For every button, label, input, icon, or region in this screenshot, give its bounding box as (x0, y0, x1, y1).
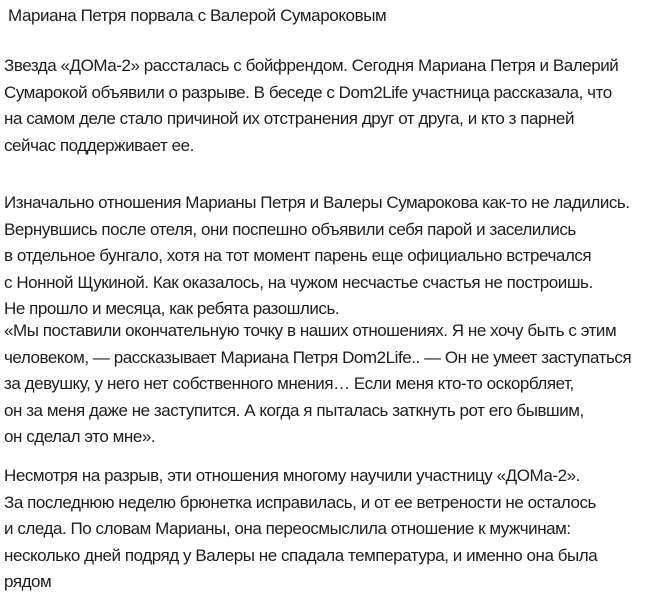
text-line: Сумарокой объявили о разрыве. В беседе с Dom2Life участница рассказала, что (4, 82, 612, 102)
text-line: и следа. По словам Марианы, она переосмыслила отношение к мужчинам: (4, 519, 571, 538)
text-line: он за меня даже не заступится. А когда я пыталась заткнуть рот его бывшим, (4, 400, 584, 420)
text-line: «Мы поставили окончательную точку в наших отношениях. Я не хочу быть с этим (4, 321, 617, 340)
text-line: человеком, — рассказывает Мариана Петря Dom2Life.. — Он не умеет заступаться (4, 347, 632, 367)
text-line: Звезда «ДОМа-2» рассталась с бойфрендом. Сегодня Мариана Петря и Валерий (4, 56, 619, 75)
text-line: на самом деле стало причиной их отстранения друг от друга, и кто з парней (4, 109, 574, 128)
text-line: в отдельное бунгало, хотя на тот момент парень еще официально встречался (4, 246, 592, 265)
text-line: несколько дней подряд у Валеры не спадала температура, и именно она была (4, 545, 598, 565)
text-line: с Нонной Щукиной. Как оказалось, на чужом несчастье счастья не построишь. (4, 272, 593, 292)
paragraph-conclusion (4, 463, 597, 596)
text-line: он сделал это мне». (4, 427, 156, 446)
article-title: Мариана Петря порвала с Валерой Сумароковым (8, 6, 387, 25)
text-line: За последнюю неделю брюнетка исправилась, и от ее ветрености не осталось (4, 492, 596, 512)
text-line: Не прошло и месяца, как ребята разошлись. (4, 299, 340, 318)
text-line: Вернувшись после отеля, они поспешно объявили себя парой и заселились (4, 219, 576, 239)
text-line: Изначально отношения Марианы Петря и Валеры Сумарокова как-то не ладились. (4, 193, 630, 212)
text-line: рядом (4, 572, 52, 591)
paragraph-intro (4, 53, 618, 159)
paragraph-quote (4, 318, 631, 451)
text-line: сейчас поддерживает ее. (4, 135, 194, 155)
paragraph-background (4, 190, 630, 323)
text-line: Несмотря на разрыв, эти отношения многому научили участницу «ДОМа-2». (4, 466, 580, 485)
text-line: за девушку, у него нет собственного мнения… Если меня кто-то оскорбляет, (4, 374, 574, 393)
